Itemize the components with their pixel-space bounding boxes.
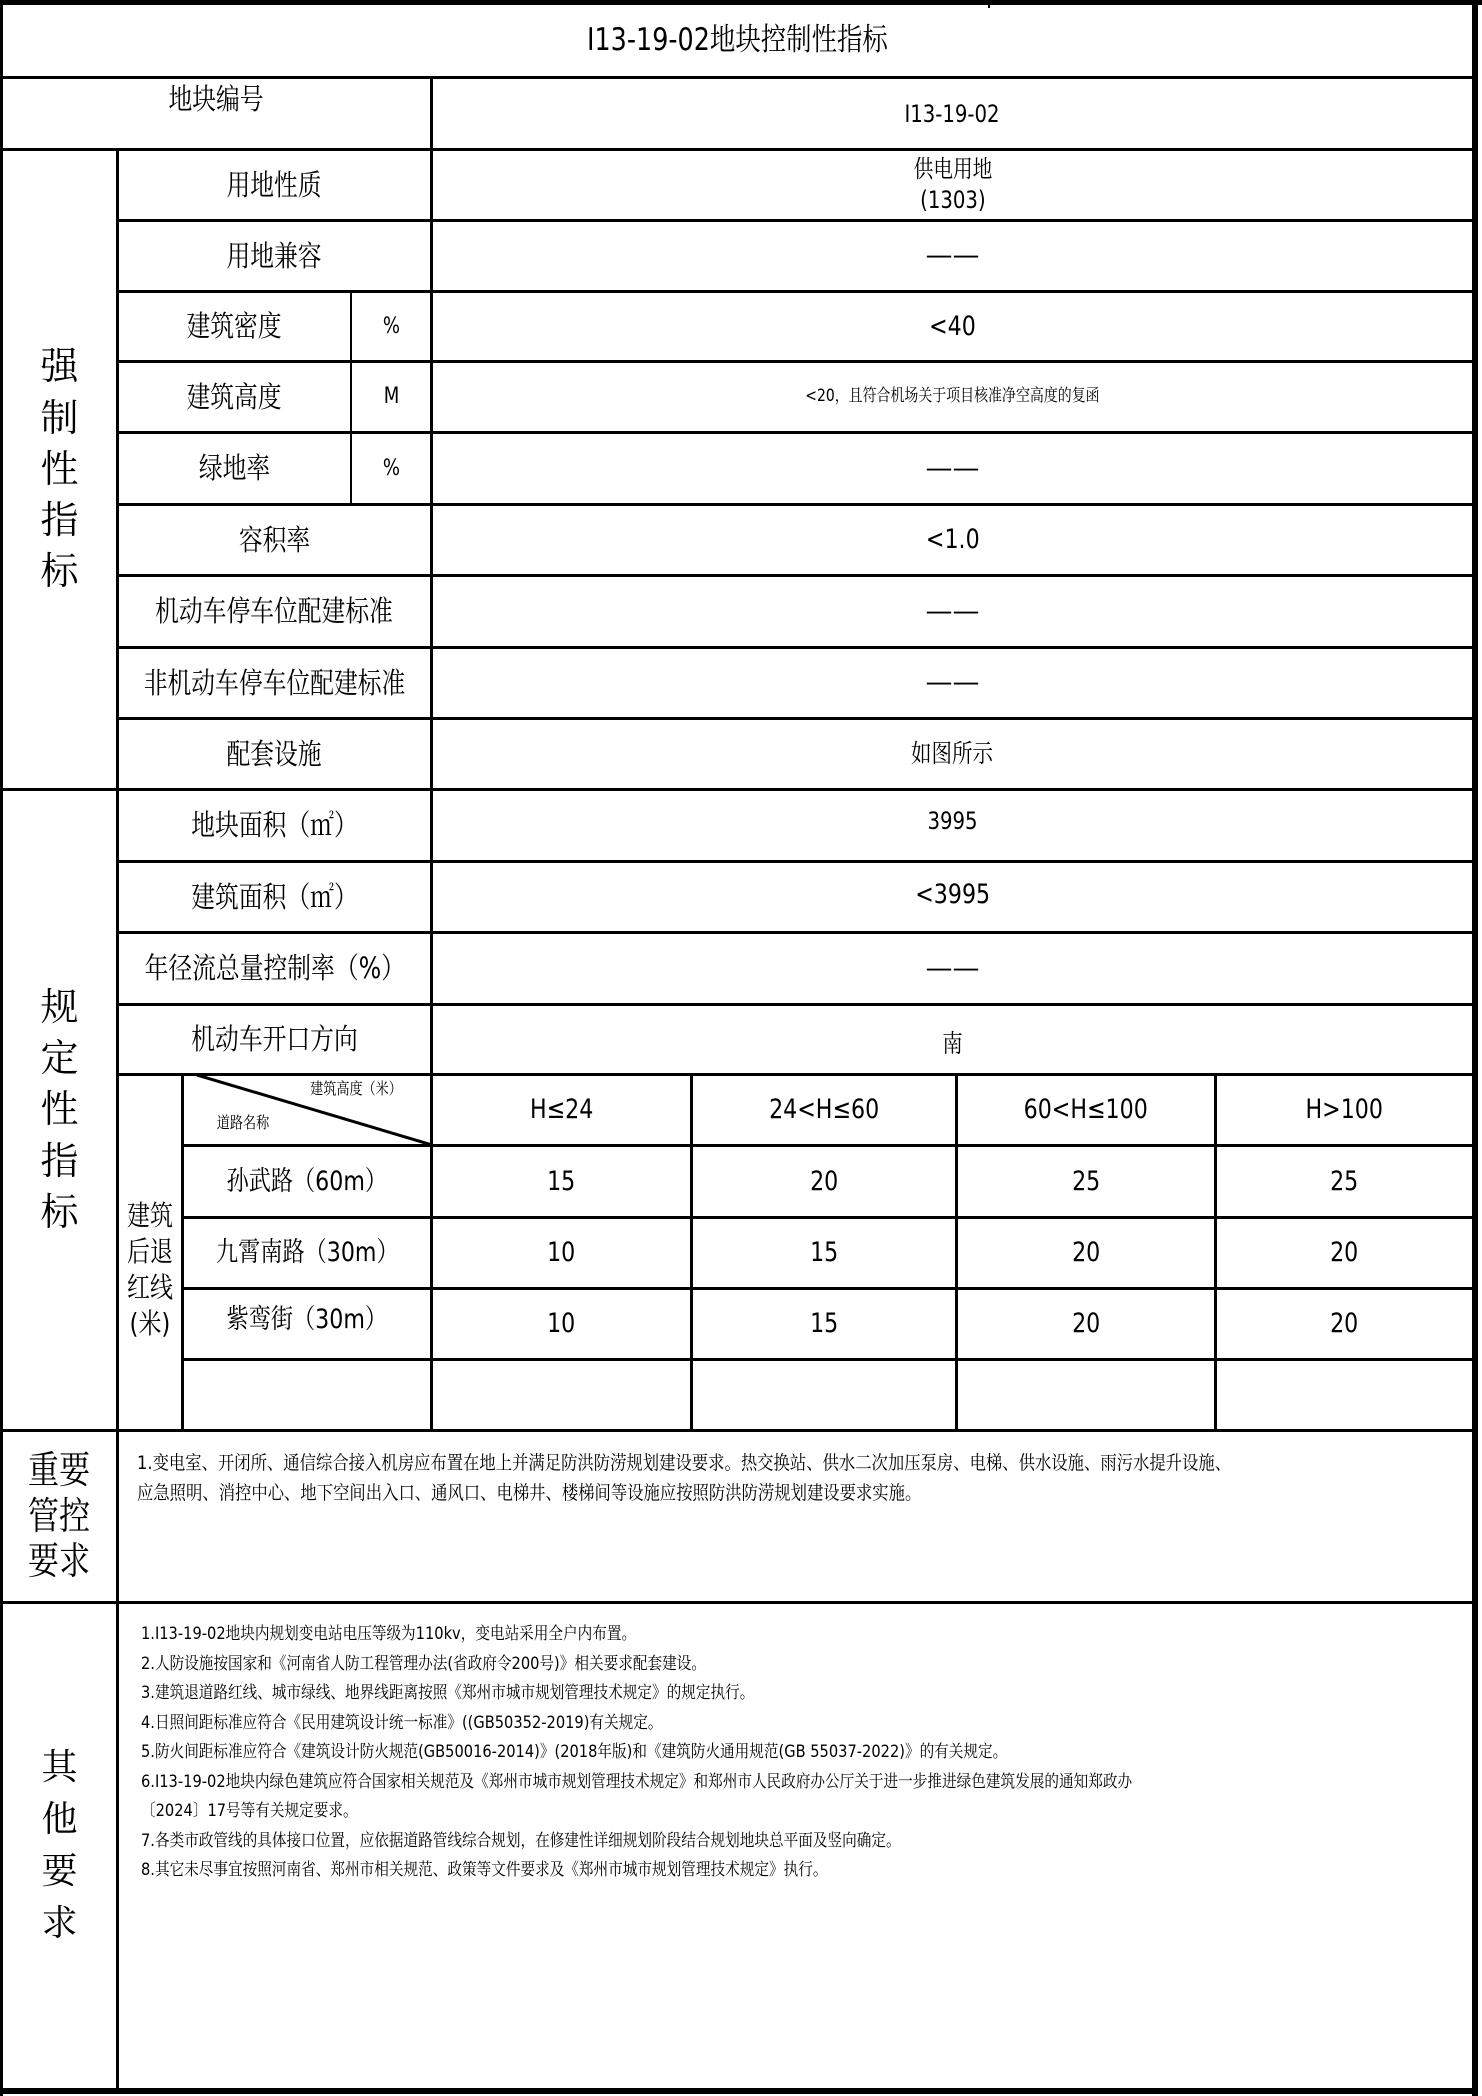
requirement-line: 7.各类市政管线的具体接口位置，应依据道路管线综合规划，在修建性详细规划阶段结合规划地块总平面及竖向确定。 [141, 1830, 901, 1851]
setback-value: 25 [1071, 1165, 1101, 1197]
key-control-line: 1.变电室、开闭所、通信综合接入机房应布置在地上并满足防洪防涝规划建设要求。热交换站、供水二次加压泵房、电梯、供水设施、雨污水提升设施、 [137, 1452, 1232, 1474]
building-area-value: <3995 [915, 879, 990, 911]
requirement-line: 3.建筑退道路红线、城市绿线、地界线距离按照《郑州市城市规划管理技术规定》的规定执行。 [141, 1683, 755, 1703]
setback-value: 20 [1330, 1308, 1359, 1340]
setback-header-road-label: 道路名称 [216, 1113, 270, 1132]
setback-value [1217, 1361, 1472, 1429]
setback-value [693, 1361, 955, 1429]
regulatory-section-label: 规 定 性 指 标 [40, 984, 79, 1234]
vehicle-entrance-value: 南 [942, 1028, 963, 1058]
mandatory-section-label: 强 制 性 指 标 [40, 344, 79, 594]
setback-value: 15 [809, 1308, 839, 1340]
setback-road-name: 紫鸾街（30m） [226, 1304, 388, 1336]
setback-value: 10 [547, 1308, 576, 1340]
setback-value: 10 [547, 1237, 576, 1269]
green-ratio-value: —— [925, 452, 980, 484]
requirement-line: 〔2024〕17号等有关规定要求。 [141, 1801, 358, 1821]
building-area-label: 建筑面积（㎡） [191, 879, 358, 914]
setback-col-header: 24<H≤60 [768, 1094, 880, 1126]
building-height-unit: M [383, 384, 399, 410]
supporting-facilities-value: 如图所示 [911, 739, 994, 769]
key-control-section-label: 重要 管控 要求 [28, 1448, 91, 1584]
setback-value: 20 [1071, 1237, 1101, 1269]
building-height-label: 建筑高度 [186, 379, 283, 414]
motor-parking-value: —— [925, 595, 980, 627]
land-use-value: 供电用地 (1303) [913, 154, 992, 214]
setback-value [433, 1361, 690, 1429]
runoff-control-value: —— [925, 952, 980, 984]
setback-group-label: 建筑 后退 红线 (米) [127, 1199, 173, 1340]
setback-col-header: 60<H≤100 [1023, 1094, 1149, 1126]
non-motor-parking-label: 非机动车停车位配建标准 [143, 665, 406, 700]
requirement-line: 4.日照间距标准应符合《民用建筑设计统一标准》((GB50352-2019)有关规定。 [141, 1712, 663, 1733]
setback-header-height-label: 建筑高度（米） [310, 1079, 402, 1098]
land-use-label: 用地性质 [226, 167, 323, 202]
page-title: I13-19-02地块控制性指标 [587, 22, 888, 59]
vehicle-entrance-label: 机动车开口方向 [191, 1022, 358, 1057]
land-compatibility-value: —— [925, 240, 980, 272]
setback-col-header: H>100 [1305, 1094, 1384, 1126]
land-compatibility-label: 用地兼容 [226, 238, 323, 273]
setback-value: 20 [1071, 1308, 1101, 1340]
building-height-value: <20，且符合机场关于项目核准净空高度的复函 [805, 386, 1100, 407]
key-control-line: 应急照明、消控中心、地下空间出入口、通风口、电梯井、楼梯间等设施应按照防洪防涝规划建设要求实施。 [137, 1482, 922, 1504]
runoff-control-label: 年径流总量控制率（%） [144, 951, 405, 986]
setback-value [958, 1361, 1214, 1429]
setback-value: 25 [1330, 1165, 1359, 1197]
requirement-line: 1.I13-19-02地块内规划变电站电压等级为110kv，变电站采用全户内布置。 [141, 1624, 637, 1644]
setback-value: 15 [809, 1237, 839, 1269]
parcel-number-label: 地块编号 [168, 81, 265, 116]
requirement-line: 2.人防设施按国家和《河南省人防工程管理办法(省政府令200号)》相关要求配套建设。 [141, 1653, 706, 1674]
requirement-line: 6.I13-19-02地块内绿色建筑应符合国家相关规范及《郑州市城市规划管理技术规定》和郑州市人民政府办公厅关于进一步推进绿色建筑发展的通知郑政办 [141, 1771, 1133, 1792]
other-requirements-section-label: 其 他 要 求 [41, 1746, 78, 1945]
green-ratio-label: 绿地率 [198, 451, 271, 486]
site-area-label: 地块面积（㎡） [191, 808, 358, 843]
setback-value: 15 [547, 1165, 576, 1197]
setback-col-header: H≤24 [529, 1094, 594, 1126]
parcel-number-value: I13-19-02 [904, 99, 1001, 128]
floor-area-ratio-value: <1.0 [925, 524, 980, 556]
other-requirements-text [141, 1620, 1471, 1886]
supporting-facilities-label: 配套设施 [226, 736, 323, 771]
building-density-label: 建筑密度 [186, 309, 283, 344]
requirement-line: 5.防火间距标准应符合《建筑设计防火规范(GB50016-2014)》(2018年版)和《建筑防火通用规范(GB 55037-2022)》的有关规定。 [141, 1742, 1008, 1762]
setback-value: 20 [809, 1165, 839, 1197]
green-ratio-unit: % [382, 455, 400, 481]
building-density-unit: % [382, 313, 400, 339]
floor-area-ratio-label: 容积率 [238, 522, 311, 557]
site-area-value: 3995 [927, 807, 978, 835]
setback-value: 20 [1330, 1237, 1359, 1269]
requirement-line: 8.其它未尽事宜按照河南省、郑州市相关规范、政策等文件要求及《郑州市城市规划管理技术规定》执行。 [141, 1860, 828, 1880]
motor-parking-label: 机动车停车位配建标准 [155, 594, 394, 629]
setback-road-name [184, 1361, 430, 1429]
building-density-value: <40 [929, 310, 976, 342]
setback-road-name: 九霄南路（30m） [215, 1237, 399, 1269]
key-control-text [137, 1448, 1467, 1508]
setback-road-name: 孙武路（60m） [226, 1165, 388, 1197]
non-motor-parking-value: —— [925, 667, 980, 699]
